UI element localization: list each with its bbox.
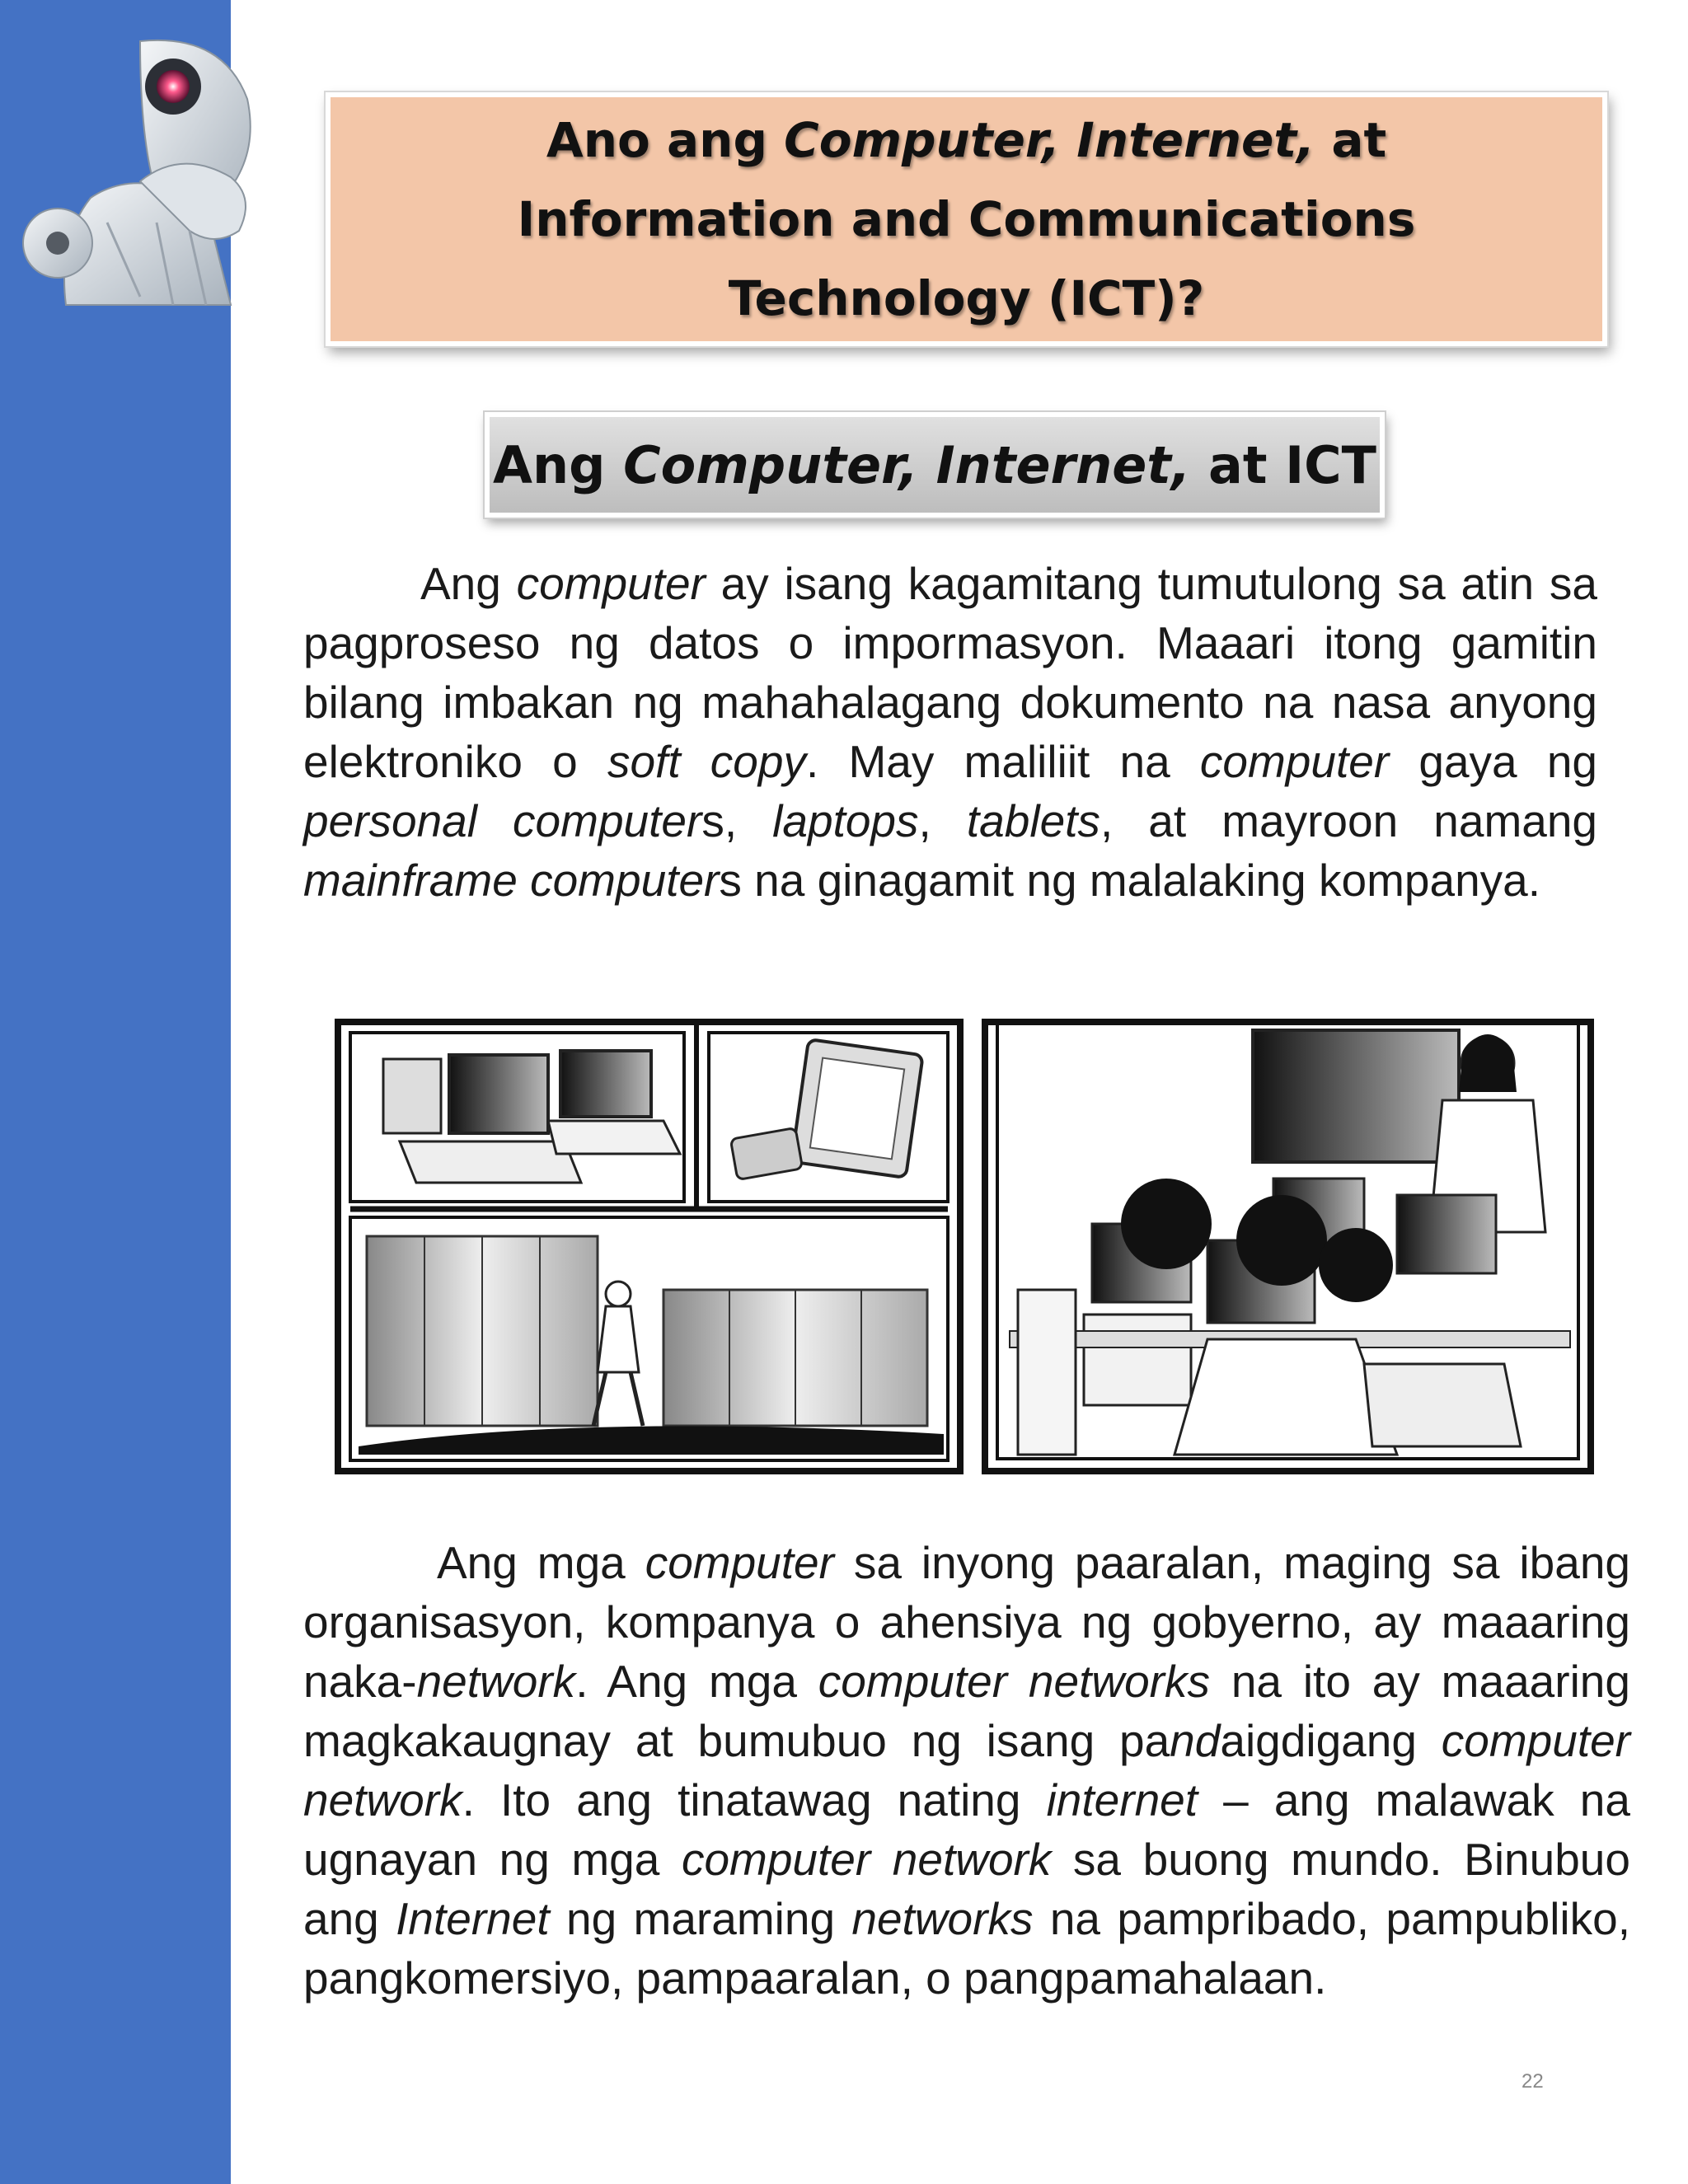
page-number: 22 bbox=[1522, 2070, 1544, 2093]
title-line-2: Information and Communications bbox=[517, 191, 1416, 247]
title-line-3: Technology (ICT)? bbox=[728, 270, 1205, 326]
classroom-panel bbox=[985, 1022, 1591, 1471]
subtitle-box bbox=[485, 412, 1385, 518]
computers-illustration bbox=[334, 1018, 1607, 1479]
subtitle-text: Ang Computer, Internet, at ICT bbox=[493, 434, 1376, 495]
paragraph-computer: Ang computer ay isang kagamitang tumutulong sa atin sa pagproseso ng datos o impormasyon. Maaari itong gamitin bilang imbakan ng mahahalagang dokumento na nasa anyong elektroniko o soft copy. May maliliit na computer gaya ng personal computers, laptops, tablets, at mayroon namang mainframe computers na ginagamit ng malalaking kompanya. bbox=[303, 558, 1598, 906]
robot-thinker-icon bbox=[16, 33, 297, 330]
paragraph-internet: Ang mga computer sa inyong paaralan, maging sa ibang organisasyon, kompanya o ahensiya ng gobyerno, ay maaaring naka-network. Ang mga computer networks na ito ay maaaring magkakaugnay at bumubuo ng isang pandaigdigang computer network. Ito ang tinatawag nating internet – ang malawak na ugnayan ng mga computer network sa buong mundo. Binubuo ang Internet ng maraming networks na pampribado, pampubliko, pangkomersiyo, pampaaralan, o pangpamahalaan. bbox=[303, 1537, 1630, 2004]
title-box bbox=[326, 92, 1607, 346]
title-line-1: Ano ang Computer, Internet, at bbox=[546, 112, 1387, 168]
personal-computers-panel bbox=[338, 1022, 960, 1471]
